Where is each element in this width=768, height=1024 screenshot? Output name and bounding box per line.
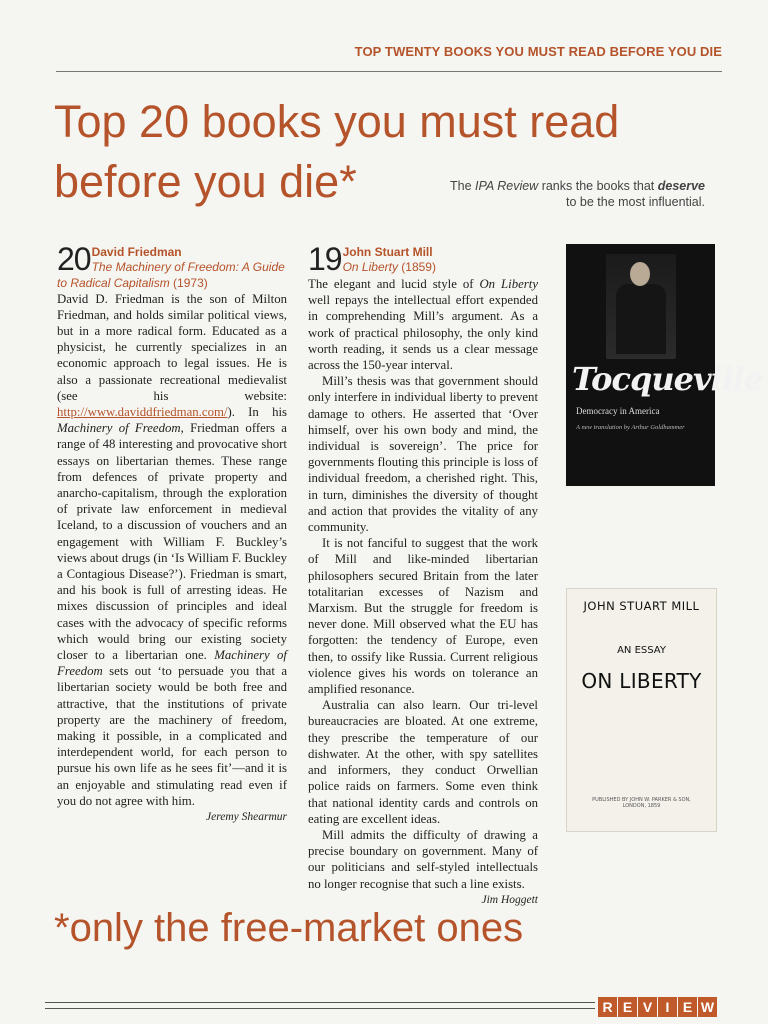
subtitle <box>420 178 705 210</box>
subtitle-post: to be the most influential. <box>566 195 705 209</box>
body-book-ref: Machinery of Freedom <box>57 647 287 679</box>
subtitle-mid: ranks the books that <box>538 179 658 193</box>
footer-rule <box>45 1002 595 1009</box>
title-line-2: before you die* <box>54 156 357 207</box>
portrait-figure <box>616 284 666 354</box>
website-link[interactable]: http://www.daviddfriedman.com/ <box>57 404 228 419</box>
tocqueville-book-cover <box>566 244 764 486</box>
entry-author: David Friedman <box>91 245 182 259</box>
entry-19 <box>308 241 538 908</box>
entry-author: John Stuart Mill <box>342 245 433 259</box>
on-liberty-book-cover <box>566 588 717 832</box>
cover-essay-label: AN ESSAY <box>617 645 666 656</box>
entry-book-title-cont <box>57 276 287 291</box>
entry-body <box>57 291 287 810</box>
entry-book-title <box>343 260 436 274</box>
subtitle-emphasis: deserve <box>657 179 705 193</box>
logo-letter: R <box>598 997 617 1017</box>
entry-signature: Jeremy Shearmur <box>205 811 287 823</box>
entry-book-title-text: On Liberty <box>342 260 398 274</box>
portrait-image <box>606 254 676 359</box>
entry-book-title: The Machinery of Freedom: A Guide <box>91 260 285 274</box>
entry-year: (1973) <box>169 276 208 290</box>
tagline: *only the free-market ones <box>54 906 524 950</box>
body-text: sets out ‘to persuade you that a libertarian society would be both free and attractive, that the institutions of private property are the machinery of freedom, making it possible, in a complicated and interdependent world, for each person to pursue his own life as he sees fit’—and it is an enjoyable and stimulating read even if you do not agree with him. <box>57 664 287 808</box>
logo-letter: V <box>638 997 657 1017</box>
header-rule <box>56 71 722 72</box>
entry-signature: Jim Hoggett <box>481 893 538 906</box>
subtitle-source: IPA Review <box>475 179 539 193</box>
entry-body: It is not fanciful to suggest that the work of Mill and like-minded libertarian philosophers secured Britain from the later totalitarian excesses of Nazism and Marxism. But the struggle for freedom is never done. Mill observed what the EU has forgotten: the tendency of Europe, even then, to ossify like Russia. Current religious violence gives his words on tolerance an amplified resonance. <box>308 536 538 697</box>
portrait-head <box>630 262 650 286</box>
body-text: well repays the intellectual effort expended in comprehending Mill’s argument. As a work of practical philosophy, the only kind worth reading, it sends us a clear message across the 150-year interval. <box>308 293 538 373</box>
body-text: David D. Friedman is the son of Milton Friedman, and holds similar political views, but in a more radical form. Educated as a physicist, he currently specializes in an economic approach to legal issues. He is also a passionate recreational medievalist (see his website: <box>57 291 287 403</box>
logo-letter: E <box>678 997 697 1017</box>
entry-year: (1859) <box>397 260 436 274</box>
cover-imprint: PUBLISHED BY JOHN W. PARKER & SON, LONDON, 1859 <box>592 797 691 809</box>
cover-subtitle: Democracy in America <box>576 406 660 416</box>
body-text: , Friedman offers a range of 48 interesting and provocative short essays on libertarian themes. These range from defences of private property and anarcho-capitalism, through the exploration of private law enforcement in medieval Iceland, to a discussion of vouchers and an engagement with William F. Buckley’s views about drugs (in ‘Is William F. Buckley a Contagious Disease?’). Friedman is smart, and his book is full of arresting ideas. He mixes discussion of principles and ideal cases with the advocacy of specific reforms which would bring our existing society closer to a libertarian one. <box>57 421 287 662</box>
entry-20-heading <box>57 241 287 277</box>
logo-letter: W <box>698 997 717 1017</box>
body-text: The elegant and lucid style of <box>308 277 480 291</box>
entry-number: 20 <box>57 241 91 277</box>
cover-author: JOHN STUART MILL <box>583 599 700 613</box>
logo-letter: E <box>618 997 637 1017</box>
body-book-ref: Machinery of Freedom <box>57 421 181 436</box>
cover-note: A new translation by Arthur Goldhammer <box>576 424 685 431</box>
section-header: TOP TWENTY BOOKS YOU MUST READ BEFORE YOU DIE <box>354 44 722 59</box>
logo-letter: I <box>658 997 677 1017</box>
review-logo <box>598 997 717 1017</box>
entry-book-title-b: to Radical Capitalism <box>57 276 170 290</box>
entry-number: 19 <box>308 241 342 277</box>
entry-19-heading <box>308 241 538 277</box>
body-text: ). In his <box>227 404 287 419</box>
entry-body: Mill’s thesis was that government should only interfere in individual liberty to prevent damage to others. He asserted that ‘Over himself, over his own body and mind, the individual is sovereign’. The price for governments flouting this principle is loss of individual freedom, a cherished right. This, in turn, diminishes the diversity of thought and action that provides the vitality of any community. <box>308 374 538 535</box>
cover-title: ON LIBERTY <box>581 669 702 693</box>
cover-author-name: Tocqueville <box>572 360 764 398</box>
title-line-1: Top 20 books you must read <box>54 96 620 147</box>
entry-body: Mill admits the difficulty of drawing a precise boundary on government. Many of our politicians and self-styled intellectuals no longer recognise that such a line exists. <box>308 827 538 891</box>
subtitle-pre: The <box>449 179 475 193</box>
body-book-ref: On Liberty <box>479 277 538 291</box>
entry-body <box>308 276 538 373</box>
entry-20 <box>57 241 287 825</box>
entry-body: Australia can also learn. Our tri-level bureaucracies are bloated. At one extreme, they prescribe the temperature of our dishwater. At the other, with spy satellites and informers, they conduct Orwellian police raids on farmers. Some even think that national identity cards and controls on eating are excellent ideas. <box>308 698 538 826</box>
